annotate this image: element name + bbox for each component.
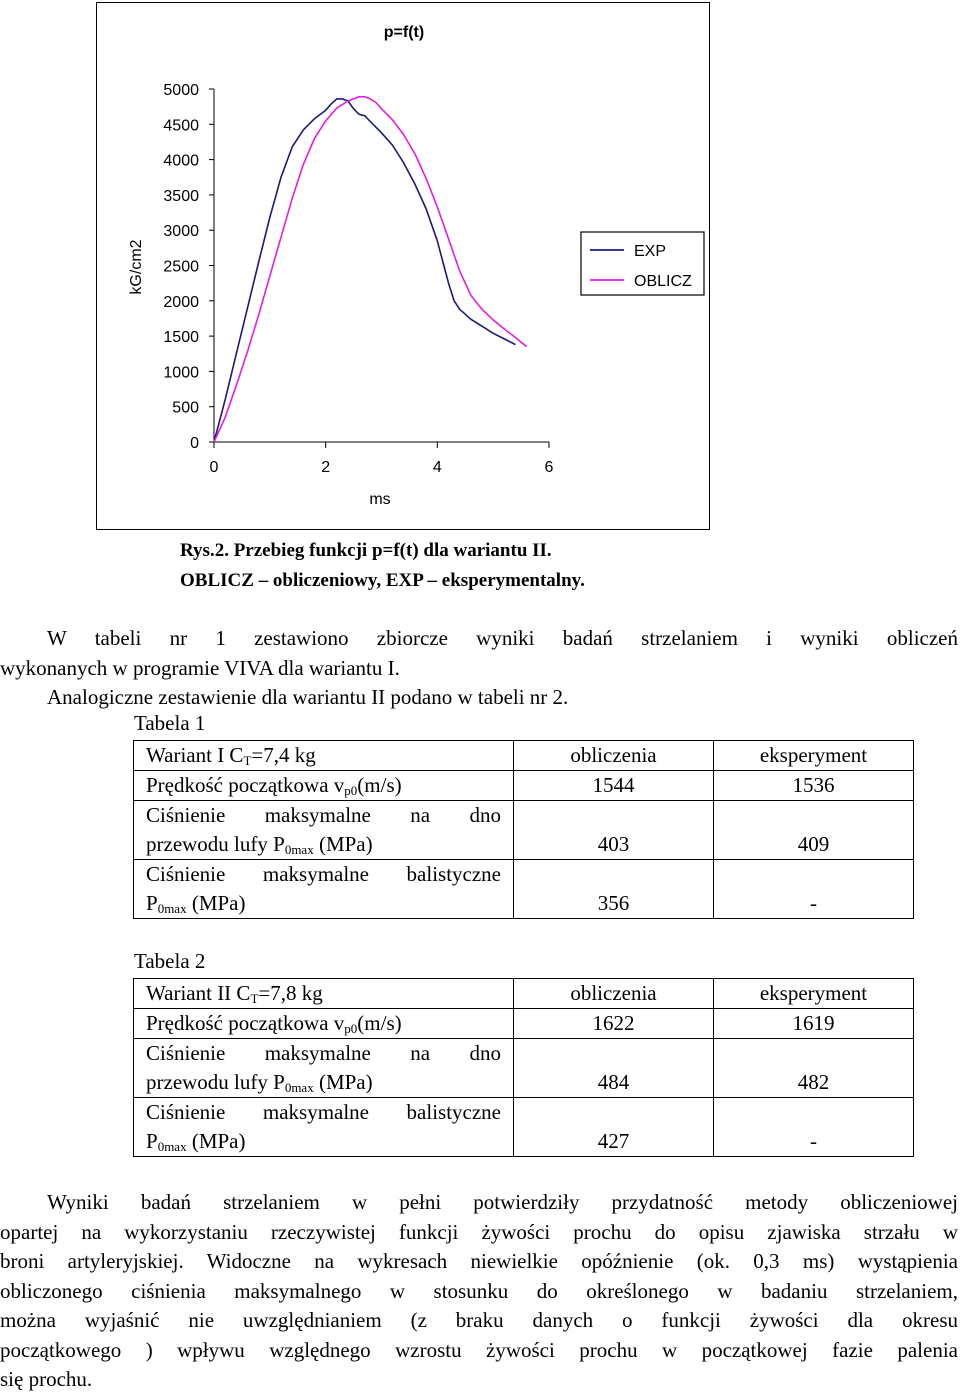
table-cell-exp: 409 <box>714 801 914 860</box>
figure-caption-line-1: Rys.2. Przebieg funkcji p=f(t) dla wariantu II. <box>180 540 552 561</box>
x-tick-label: 2 <box>321 459 331 476</box>
table-row <box>134 1098 914 1157</box>
table-header-exp: eksperyment <box>714 741 914 771</box>
table-cell-exp: - <box>714 1098 914 1157</box>
table-cell-label: Ciśnienie maksymalne na dno przewodu lufy $P_{0max}$ (MPa) <box>134 801 514 860</box>
table-row <box>134 1039 914 1098</box>
table-cell-calc: 403 <box>514 801 714 860</box>
pressure-chart <box>96 2 710 530</box>
y-axis-ticks <box>163 82 214 452</box>
conclusion-line: można wyjaśnić nie uwzględnianiem (z braku danych o funkcji żywości dla okresu <box>0 1308 958 1332</box>
table-cell-label: Ciśnienie maksymalne na dno przewodu lufy $P_{0max}$ (MPa) <box>134 1039 514 1098</box>
table-2 <box>133 978 914 1157</box>
table-cell-calc: 484 <box>514 1039 714 1098</box>
table-row <box>134 860 914 919</box>
y-axis-label: kG/cm2 <box>128 239 145 295</box>
chart-series <box>214 97 527 442</box>
table-cell-exp: 482 <box>714 1039 914 1098</box>
table-header-label: Wariant I $C_T=7,4$ kg <box>134 741 514 771</box>
table-cell-label: Ciśnienie maksymalne balistyczne $P_{0max}$ (MPa) <box>134 1098 514 1157</box>
series-line-oblicz <box>214 97 527 442</box>
conclusion-line: się prochu. <box>0 1367 93 1391</box>
chart-title: p=f(t) <box>383 24 425 41</box>
x-tick-label: 0 <box>209 459 219 476</box>
table-row <box>134 771 914 801</box>
table-row <box>134 741 914 771</box>
table-row <box>134 1009 914 1039</box>
table-cell-label: Prędkość początkowa $v_{p0}(m/s)$ <box>134 771 514 801</box>
x-tick-label: 6 <box>544 459 554 476</box>
table-row <box>134 979 914 1009</box>
conclusion-paragraph <box>0 1188 958 1395</box>
table-cell-exp: 1536 <box>714 771 914 801</box>
table-1-caption: Tabela 1 <box>134 711 206 735</box>
intro-line-1: W tabeli nr 1 zestawiono zbiorcze wyniki badań strzelaniem i wyniki obliczeń <box>47 626 958 650</box>
conclusion-line: opartej na wykorzystaniu rzeczywistej funkcji żywości prochu do opisu zjawiska strzału w <box>0 1219 958 1244</box>
x-tick-label: 4 <box>432 459 442 476</box>
table-1 <box>133 740 914 919</box>
y-tick-label: 4500 <box>163 117 199 135</box>
series-line-exp <box>214 99 516 442</box>
chart-legend <box>581 232 704 295</box>
y-tick-label: 1000 <box>163 364 199 382</box>
table-cell-calc: 427 <box>514 1098 714 1157</box>
table-cell-calc: 356 <box>514 860 714 919</box>
y-tick-label: 5000 <box>163 82 199 99</box>
y-tick-label: 3000 <box>163 223 199 241</box>
y-tick-label: 2000 <box>163 293 199 311</box>
intro-paragraph <box>0 624 958 713</box>
figure-caption-line-2: OBLICZ – obliczeniowy, EXP – eksperymentalny. <box>180 570 585 591</box>
legend-label-exp: EXP <box>634 243 667 260</box>
y-tick-label: 2500 <box>163 258 199 276</box>
table-header-calc: obliczenia <box>514 979 714 1009</box>
conclusion-line: obliczonego ciśnienia maksymalnego w stosunku do określonego w badaniu strzelaniem, <box>0 1278 958 1303</box>
table-cell-label: Prędkość początkowa $v_{p0}(m/s)$ <box>134 1009 514 1039</box>
chart-axes <box>214 89 549 442</box>
y-tick-label: 3500 <box>163 187 199 205</box>
table-cell-calc: 1544 <box>514 771 714 801</box>
table-cell-label: Ciśnienie maksymalne balistyczne $P_{0max}$ (MPa) <box>134 860 514 919</box>
x-axis-ticks <box>210 442 554 476</box>
conclusion-line: Wyniki badań strzelaniem w pełni potwierdziły przydatność metody obliczeniowej <box>47 1190 958 1214</box>
table-header-calc: obliczenia <box>514 741 714 771</box>
table-header-exp: eksperyment <box>714 979 914 1009</box>
table-cell-exp: - <box>714 860 914 919</box>
y-tick-label: 0 <box>190 435 199 452</box>
table-cell-calc: 1622 <box>514 1009 714 1039</box>
legend-label-oblicz: OBLICZ <box>634 273 692 290</box>
table-row <box>134 801 914 860</box>
conclusion-line: broni artyleryjskiej. Widoczne na wykresach niewielkie opóźnienie (ok. 0,3 ms) wystąpienia <box>0 1249 958 1273</box>
y-tick-label: 500 <box>172 399 199 417</box>
y-tick-label: 4000 <box>163 152 199 170</box>
y-tick-label: 1500 <box>163 329 199 347</box>
table-header-label: Wariant II $C_T=7,8$ kg <box>134 979 514 1009</box>
table-cell-exp: 1619 <box>714 1009 914 1039</box>
intro-line-3: Analogiczne zestawienie dla wariantu II podano w tabeli nr 2. <box>47 685 569 709</box>
x-axis-label: ms <box>369 491 391 508</box>
intro-line-2: wykonanych w programie VIVA dla wariantu I. <box>0 655 400 680</box>
table-2-caption: Tabela 2 <box>134 949 206 973</box>
conclusion-line: początkowego ) wpływu względnego wzrostu żywości prochu w początkowej fazie palenia <box>0 1337 958 1362</box>
